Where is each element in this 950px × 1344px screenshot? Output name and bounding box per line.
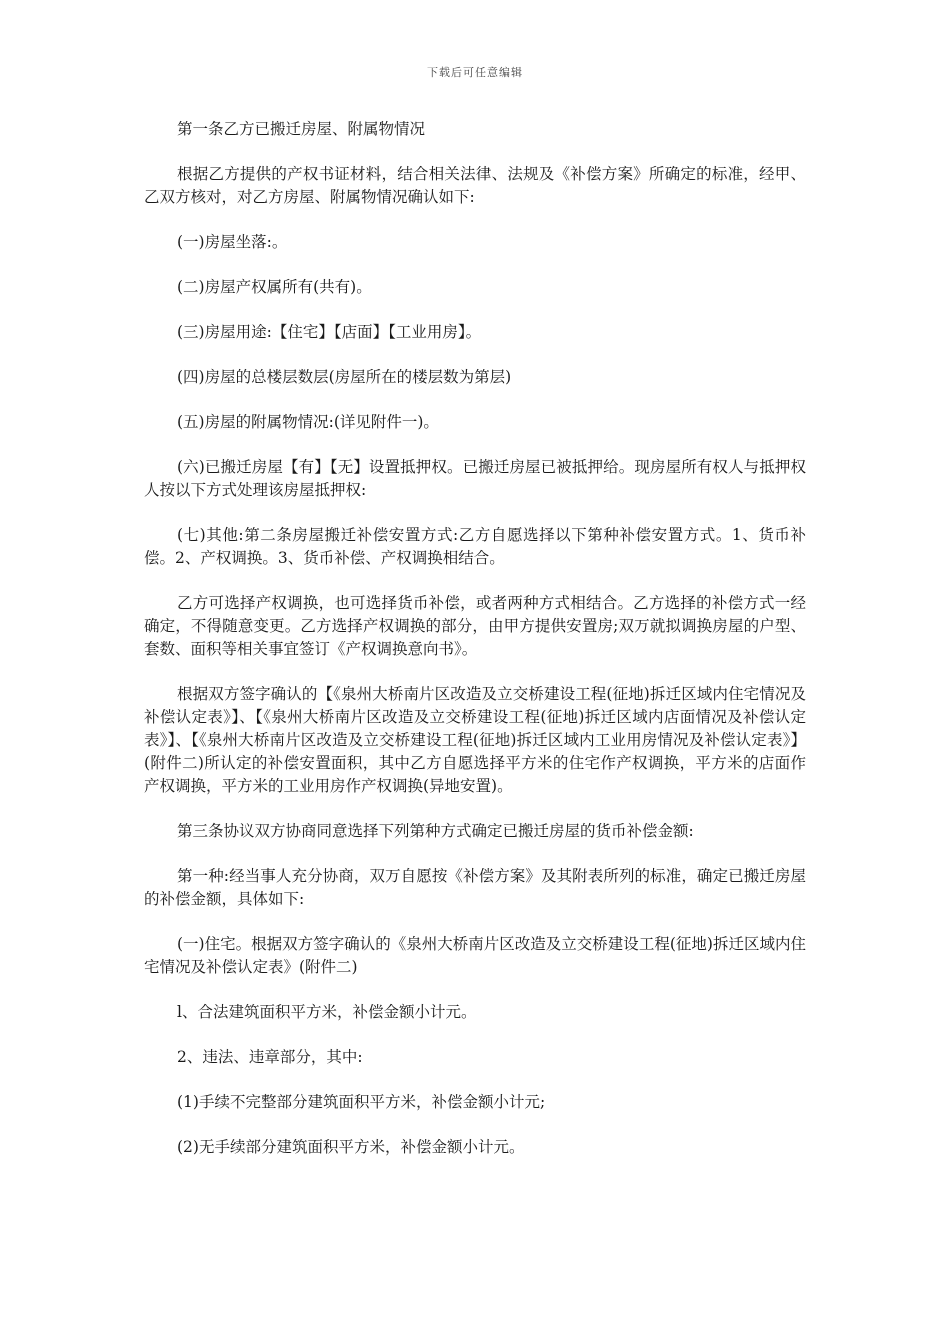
item-1-location: (一)房屋坐落:。 bbox=[177, 233, 288, 251]
item-6-mortgage: (六)已搬迁房屋【有】【无】设置抵押权。已搬迁房屋已被抵押给。现房屋所有权人与抵押权人按以下方式处理该房屋抵押权: bbox=[144, 458, 806, 499]
page-header: 下载后可任意编辑 bbox=[427, 66, 523, 79]
article-3-heading: 第三条协议双方协商同意选择下列第种方式确定已搬迁房屋的货币补偿金额: bbox=[177, 822, 694, 840]
incomplete-procedures-line: (1)手续不完整部分建筑面积平方米，补偿金额小计元; bbox=[177, 1093, 546, 1111]
item-3-usage: (三)房屋用途:【住宅】【店面】【工业用房】。 bbox=[177, 323, 482, 341]
paragraph-compensation-choice: 乙方可选择产权调换，也可选择货币补偿，或者两种方式相结合。乙方选择的补偿方式一经确定，不得随意变更。乙方选择产权调换的部分，由甲方提供安置房;双万就拟调换房屋的户型、套数、面积等相关事宜签订《产权调换意向书》。 bbox=[144, 594, 806, 658]
no-procedures-line: (2)无手续部分建筑面积平方米，补偿金额小计元。 bbox=[177, 1138, 525, 1156]
article-1-heading: 第一条乙方已搬迁房屋、附属物情况 bbox=[177, 120, 426, 138]
document-body bbox=[144, 118, 806, 1181]
item-4-floors: (四)房屋的总楼层数层(房屋所在的楼层数为第层) bbox=[177, 368, 512, 386]
item-2-ownership: (二)房屋产权属所有(共有)。 bbox=[177, 278, 372, 296]
item-7-other-article-2: (七)其他:第二条房屋搬迁补偿安置方式:乙方自愿选择以下第种补偿安置方式。1、货币补偿。2、产权调换。3、货币补偿、产权调换相结合。 bbox=[144, 526, 806, 567]
item-5-attachments: (五)房屋的附属物情况:(详见附件一)。 bbox=[177, 413, 439, 431]
illegal-part-line: 2、违法、违章部分，其中: bbox=[177, 1048, 363, 1066]
paragraph-property-basis: 根据乙方提供的产权书证材料，结合相关法律、法规及《补偿方案》所确定的标准，经甲、乙双方核对，对乙方房屋、附属物情况确认如下: bbox=[144, 165, 806, 206]
method-1-paragraph: 第一种:经当事人充分协商，双万自愿按《补偿方案》及其附表所列的标准，确定已搬迁房屋的补偿金额，具体如下: bbox=[144, 867, 806, 908]
paragraph-confirmation-tables: 根据双方签字确认的【《泉州大桥南片区改造及立交桥建设工程(征地)拆迁区域内住宅情况及补偿认定表》】、【《泉州大桥南片区改造及立交桥建设工程(征地)拆迁区域内店面情况及补偿认定表》】、【《泉州大桥南片区改造及立交桥建设工程(征地)拆迁区域内工业用房情况及补偿认定表》】(附件二)所认定的补偿安置面积，其中乙方自愿选择平方米的住宅作产权调换，平方米的店面作产权调换，平方米的工业用房作产权调换(异地安置)。 bbox=[144, 685, 806, 795]
legal-area-line: l、合法建筑面积平方米，补偿金额小计元。 bbox=[177, 1003, 477, 1021]
residential-paragraph: (一)住宅。根据双方签字确认的《泉州大桥南片区改造及立交桥建设工程(征地)拆迁区域内住宅情况及补偿认定表》(附件二) bbox=[144, 935, 806, 976]
